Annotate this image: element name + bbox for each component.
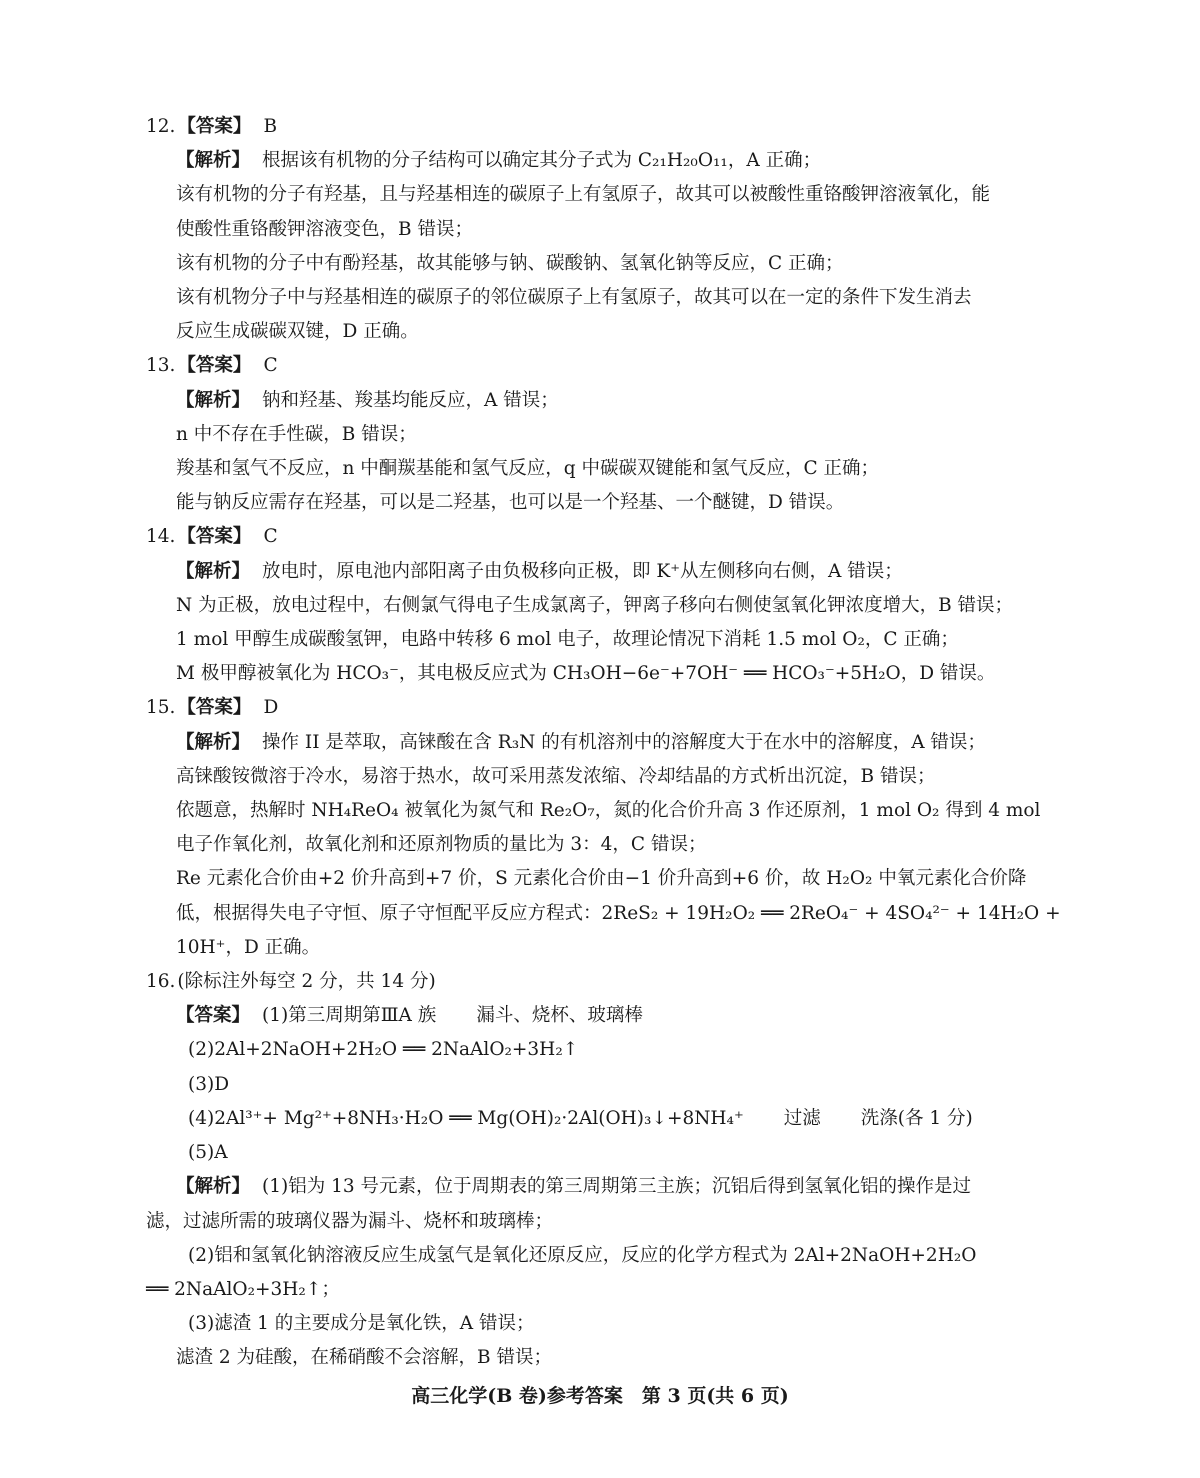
section-tag: 【解析】 xyxy=(176,150,251,172)
text-line xyxy=(146,1170,1058,1204)
line-text: Re 元素化合价由+2 价升高到+7 价，S 元素化合价由−1 价升高到+6 价，故 H₂O₂ 中氧元素化合价降 xyxy=(176,868,1027,890)
line-text: 该有机物的分子有羟基，且与羟基相连的碳原子上有氢原子，故其可以被酸性重铬酸钾溶液氧化，能 xyxy=(176,184,991,206)
text-line xyxy=(146,794,1058,828)
section-tag: 【答案】 xyxy=(177,355,252,377)
line-text: 钠和羟基、羧基均能反应，A 错误； xyxy=(262,389,559,411)
line-text: 高铼酸铵微溶于冷水，易溶于热水，故可采用蒸发浓缩、冷却结晶的方式析出沉淀，B 错误； xyxy=(176,765,936,787)
line-text: 1 mol 甲醇生成碳酸氢钾，电路中转移 6 mol 电子，故理论情况下消耗 1.5 mol O₂，C 正确； xyxy=(176,629,959,651)
text-line xyxy=(146,862,1058,896)
line-text: C xyxy=(263,355,278,377)
line-text-extra: 漏斗、烧杯、玻璃棒 xyxy=(476,1005,643,1027)
line-text-extra: 过滤 xyxy=(783,1107,821,1129)
line-text: 10H⁺，D 正确。 xyxy=(176,936,321,958)
section-tag: 【答案】 xyxy=(177,526,252,548)
text-line xyxy=(146,1033,1058,1067)
line-text: 电子作氧化剂，故氧化剂和还原剂物质的量比为 3：4，C 错误； xyxy=(176,834,707,856)
answer-content xyxy=(146,110,1061,1376)
text-line xyxy=(146,657,1058,691)
line-text: N 为正极，放电过程中，右侧氯气得电子生成氯离子，钾离子移向右侧使氢氧化钾浓度增大，B 错误； xyxy=(176,594,1014,616)
text-line xyxy=(146,589,1058,623)
question-number: 14. xyxy=(146,526,176,548)
line-text: B xyxy=(263,116,278,137)
text-line xyxy=(146,623,1058,657)
section-tag: 【解析】 xyxy=(176,389,251,411)
text-line xyxy=(146,418,1058,452)
line-text: 滤渣 2 为硅酸，在稀硝酸不会溶解，B 错误； xyxy=(176,1347,553,1369)
text-line xyxy=(146,1102,1058,1136)
line-text: n 中不存在手性碳，B 错误； xyxy=(176,423,417,445)
text-line xyxy=(146,1068,1058,1102)
line-text: (5)A xyxy=(188,1142,228,1164)
text-line xyxy=(146,1239,1058,1273)
question-number: 15. xyxy=(146,697,176,719)
text-line xyxy=(146,897,1061,931)
line-text: 根据该有机物的分子结构可以确定其分子式为 C₂₁H₂₀O₁₁，A 正确； xyxy=(262,150,822,172)
line-text: (3)滤渣 1 的主要成分是氧化铁，A 错误； xyxy=(188,1313,535,1335)
text-line xyxy=(146,281,1058,315)
line-text: 该有机物分子中与羟基相连的碳原子的邻位碳原子上有氢原子，故其可以在一定的条件下发生消去 xyxy=(176,287,972,309)
line-text: (1)第三周期第ⅢA 族 xyxy=(262,1005,437,1027)
line-text: (4)2Al³⁺+ Mg²⁺+8NH₃·H₂O ══ Mg(OH)₂·2Al(OH)₃↓+8NH₄⁺ xyxy=(188,1107,744,1129)
question-line xyxy=(146,691,1058,725)
line-text: 反应生成碳碳双键，D 正确。 xyxy=(176,321,419,343)
line-text: 使酸性重铬酸钾溶液变色，B 错误； xyxy=(176,218,473,240)
text-line xyxy=(146,1307,1058,1341)
text-line xyxy=(146,1273,1058,1307)
text-line xyxy=(146,1205,1058,1239)
line-text-extra: 洗涤(各 1 分) xyxy=(860,1107,973,1129)
text-line xyxy=(146,315,1058,349)
text-line xyxy=(146,486,1058,520)
line-text: (3)D xyxy=(188,1073,230,1095)
line-text: (2)2Al+2NaOH+2H₂O ══ 2NaAlO₂+3H₂↑ xyxy=(188,1039,579,1061)
section-tag: 【解析】 xyxy=(176,560,251,582)
line-text: M 极甲醇被氧化为 HCO₃⁻，其电极反应式为 CH₃OH−6e⁻+7OH⁻ ══ HCO₃⁻+5H₂O，D 错误。 xyxy=(176,663,996,685)
question-number: 12. xyxy=(146,116,176,137)
line-text: 该有机物的分子中有酚羟基，故其能够与钠、碳酸钠、氢氧化钠等反应，C 正确； xyxy=(176,252,844,274)
text-line xyxy=(146,452,1058,486)
section-tag: 【答案】 xyxy=(177,116,252,137)
question-line xyxy=(146,110,1058,144)
line-text: D xyxy=(263,697,279,719)
line-text: 羧基和氢气不反应，n 中酮羰基能和氢气反应，q 中碳碳双键能和氢气反应，C 正确； xyxy=(176,458,880,480)
line-text: ══ 2NaAlO₂+3H₂↑； xyxy=(146,1278,340,1300)
section-tag: 【答案】 xyxy=(177,697,252,719)
line-text: 放电时，原电池内部阳离子由负极移向正极，即 K⁺从左侧移向右侧，A 错误； xyxy=(262,560,903,582)
text-line xyxy=(146,760,1058,794)
line-text: (2)铝和氢氧化钠溶液反应生成氢气是氧化还原反应，反应的化学方程式为 2Al+2NaOH+2H₂O xyxy=(188,1244,977,1266)
section-tag: 【答案】 xyxy=(176,1005,251,1027)
text-line xyxy=(146,999,1058,1033)
line-text: 滤，过滤所需的玻璃仪器为漏斗、烧杯和玻璃棒； xyxy=(146,1210,554,1232)
line-text: (除标注外每空 2 分，共 14 分) xyxy=(177,971,436,993)
section-tag: 【解析】 xyxy=(176,731,251,753)
text-line xyxy=(146,247,1058,281)
text-line xyxy=(146,1136,1058,1170)
section-tag: 【解析】 xyxy=(176,1176,251,1198)
page-footer: 高三化学(B 卷)参考答案 第 3 页(共 6 页) xyxy=(411,1385,789,1407)
text-line xyxy=(146,213,1058,247)
line-text: (1)铝为 13 号元素，位于周期表的第三周期第三主族；沉铝后得到氢氧化铝的操作是过 xyxy=(262,1176,972,1198)
question-line xyxy=(146,349,1058,383)
line-text: 依题意，热解时 NH₄ReO₄ 被氧化为氮气和 Re₂O₇，氮的化合价升高 3 作还原剂，1 mol O₂ 得到 4 mol xyxy=(176,800,1041,822)
text-line xyxy=(146,931,1058,965)
text-line xyxy=(146,828,1058,862)
text-line xyxy=(146,555,1058,589)
question-number: 16. xyxy=(146,971,176,993)
line-text: 操作 II 是萃取，高铼酸在含 R₃N 的有机溶剂中的溶解度大于在水中的溶解度，A 错误； xyxy=(262,731,986,753)
text-line xyxy=(146,178,1058,212)
text-line xyxy=(146,384,1058,418)
line-text: 低，根据得失电子守恒、原子守恒配平反应方程式：2ReS₂ + 19H₂O₂ ══ 2ReO₄⁻ + 4SO₄²⁻ + 14H₂O + xyxy=(176,902,1061,924)
question-line xyxy=(146,520,1058,554)
question-line xyxy=(146,965,1058,999)
text-line xyxy=(146,1341,1058,1375)
line-text: 能与钠反应需存在羟基，可以是二羟基，也可以是一个羟基、一个醚键，D 错误。 xyxy=(176,492,845,514)
text-line xyxy=(146,726,1058,760)
line-text: C xyxy=(263,526,278,548)
text-line xyxy=(146,144,1058,178)
question-number: 13. xyxy=(146,355,176,377)
